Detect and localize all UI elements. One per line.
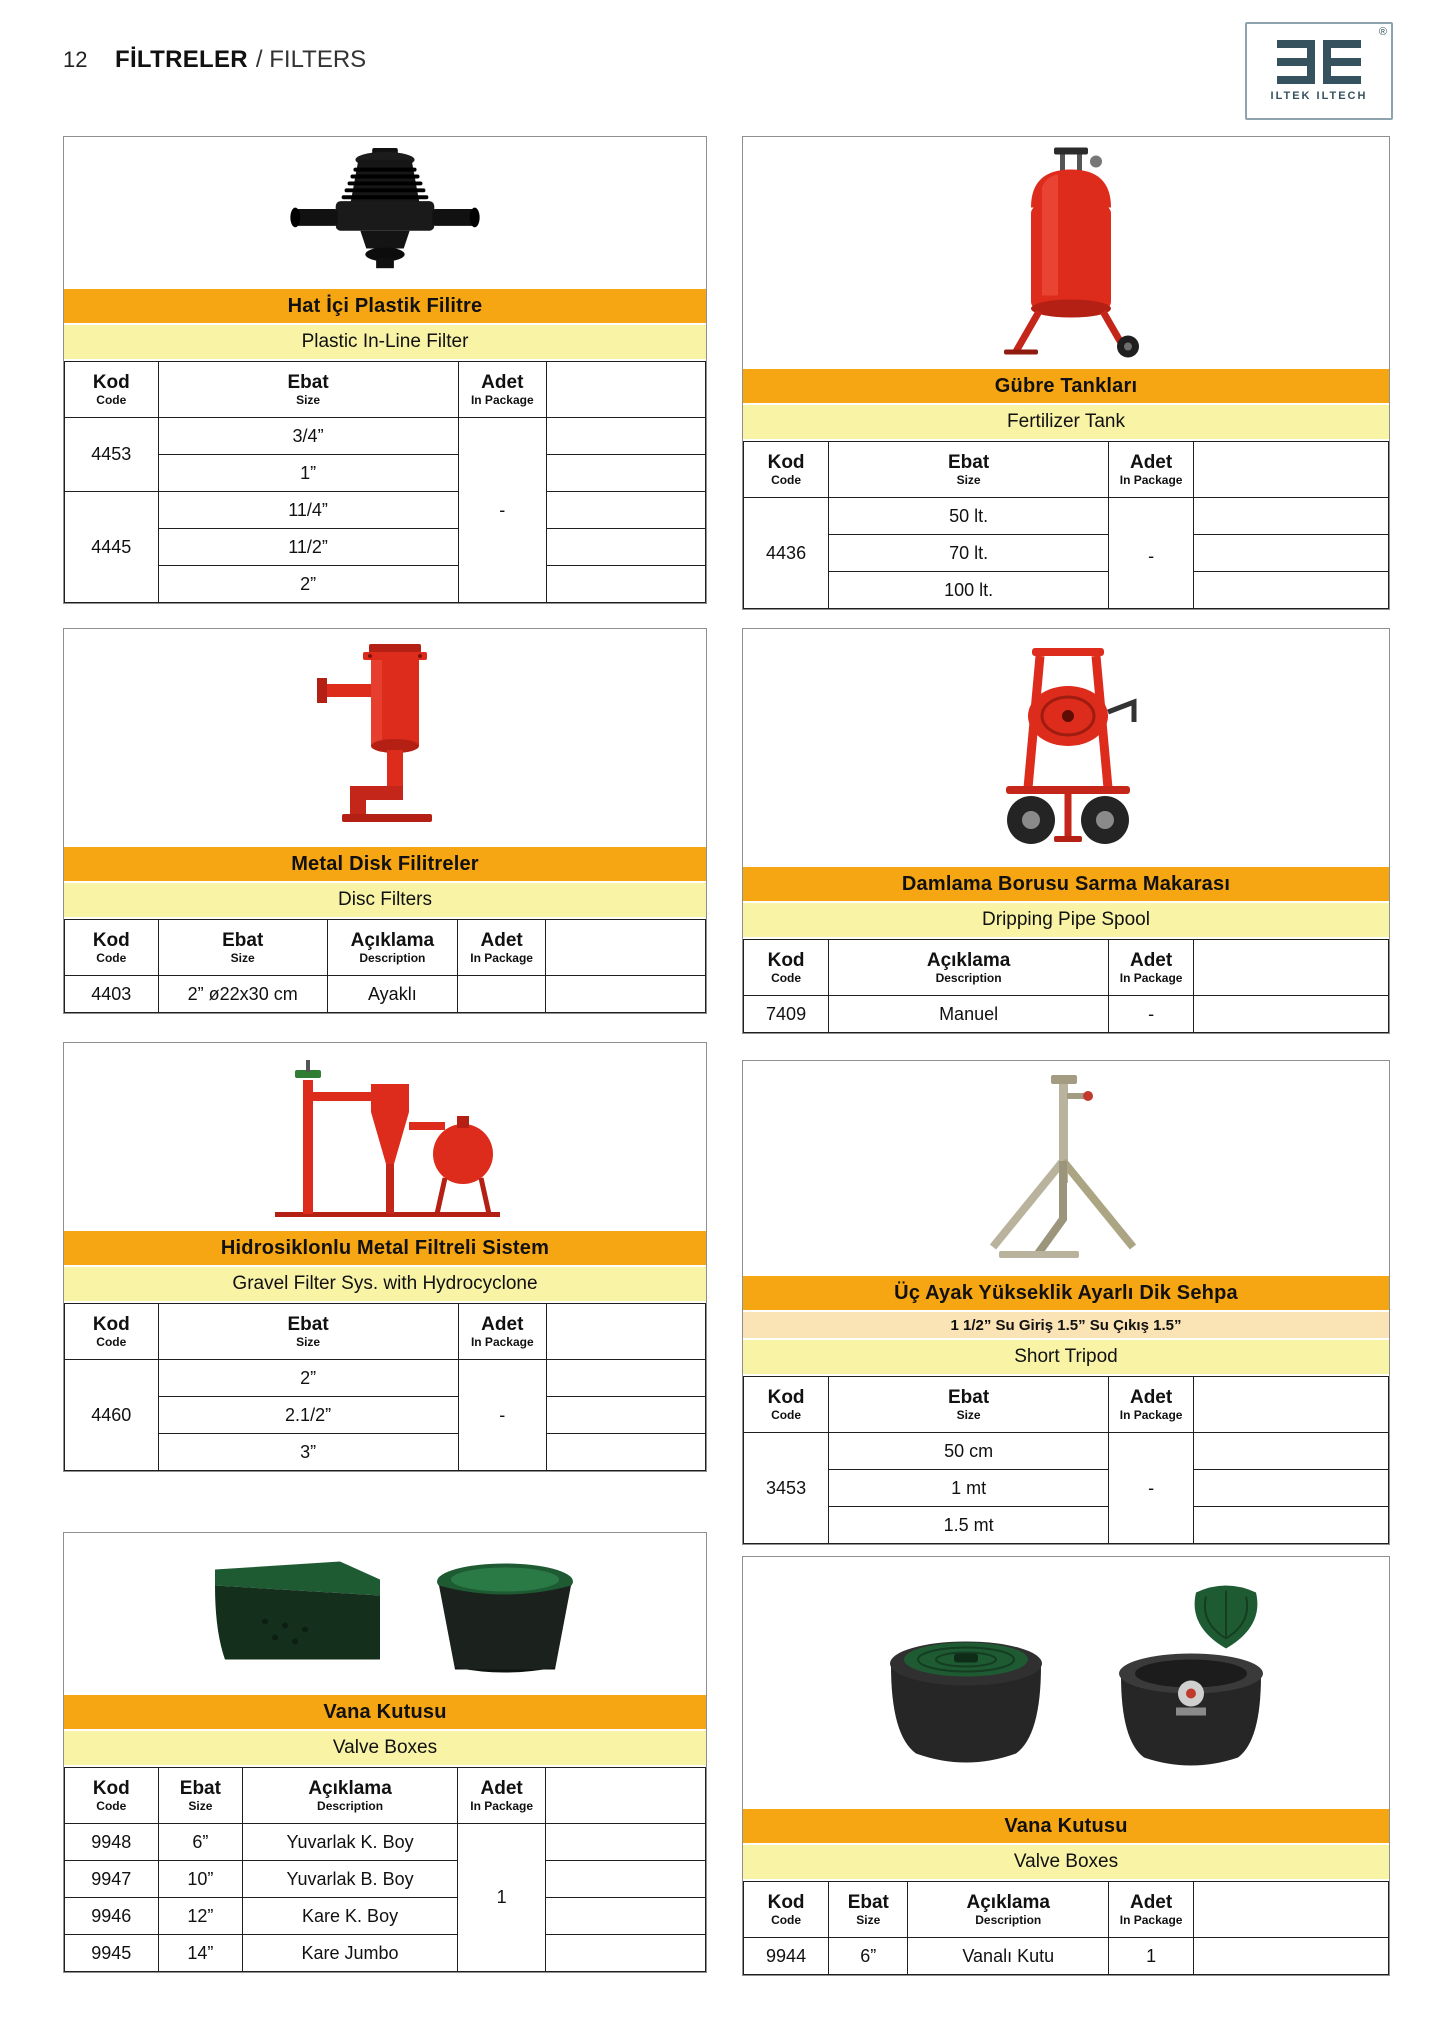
size-cell: 1.5 mt	[829, 1507, 1109, 1544]
desc-cell: Yuvarlak K. Boy	[243, 1824, 458, 1861]
size-cell: 6”	[158, 1824, 243, 1861]
header-aciklama: Açıklama Description	[327, 920, 457, 976]
product-table	[743, 1881, 1389, 1975]
product-image-round-valve-boxes	[743, 1557, 1389, 1809]
product-image-hydrocyclone-system	[64, 1043, 706, 1231]
table-row	[65, 976, 706, 1013]
header-adet: Adet In Package	[1109, 442, 1194, 498]
product-title-english: Disc Filters	[64, 883, 706, 917]
header-kod: Kod Code	[65, 1304, 159, 1360]
size-cell: 100 lt.	[829, 572, 1109, 609]
product-title-turkish: Damlama Borusu Sarma Makarası	[743, 867, 1389, 901]
header-blank	[1194, 442, 1389, 498]
kod-cell: 4445	[65, 492, 159, 603]
kod-cell: 7409	[744, 996, 829, 1033]
header-ebat: Ebat Size	[829, 442, 1109, 498]
header-aciklama: Açıklama Description	[829, 940, 1109, 996]
header-adet: Adet In Package	[1109, 1377, 1194, 1433]
desc-cell: Kare Jumbo	[243, 1935, 458, 1972]
size-cell: 2” ø22x30 cm	[158, 976, 327, 1013]
header-kod: Kod Code	[65, 920, 159, 976]
product-image-disc-filter	[64, 629, 706, 847]
header-kod: Kod Code	[744, 1882, 829, 1938]
table-row	[744, 1938, 1389, 1975]
table-row	[65, 1861, 706, 1898]
header-ebat: Ebat Size	[158, 1768, 243, 1824]
product-title-turkish: Vana Kutusu	[64, 1695, 706, 1729]
kod-cell: 9945	[65, 1935, 159, 1972]
card-short-tripod	[742, 1060, 1390, 1545]
product-title-english: Plastic In-Line Filter	[64, 325, 706, 359]
round-valve-boxes-illustration	[836, 1569, 1296, 1797]
adet-cell: -	[1109, 1433, 1194, 1544]
empty-cell	[1194, 1470, 1389, 1507]
adet-cell: -	[458, 418, 546, 603]
product-image-plastic-inline-filter	[64, 137, 706, 289]
product-title-english: Fertilizer Tank	[743, 405, 1389, 439]
logo-text: ILTEK ILTECH	[1270, 90, 1368, 102]
header-adet: Adet In Package	[458, 362, 546, 418]
product-table	[743, 441, 1389, 609]
table-row	[65, 529, 706, 566]
product-title-turkish: Hidrosiklonlu Metal Filtreli Sistem	[64, 1231, 706, 1265]
header-ebat: Ebat Size	[158, 362, 458, 418]
size-cell: 50 cm	[829, 1433, 1109, 1470]
header-kod: Kod Code	[744, 442, 829, 498]
page-title-turkish: FİLTRELER	[115, 46, 248, 73]
size-cell: 70 lt.	[829, 535, 1109, 572]
product-title-turkish: Hat İçi Plastik Filitre	[64, 289, 706, 323]
header-blank	[547, 1304, 706, 1360]
desc-cell: Yuvarlak B. Boy	[243, 1861, 458, 1898]
empty-cell	[1194, 1433, 1389, 1470]
empty-cell	[547, 1434, 706, 1471]
empty-cell	[1194, 1938, 1389, 1975]
size-cell: 2”	[158, 1360, 458, 1397]
desc-cell: Kare K. Boy	[243, 1898, 458, 1935]
empty-cell	[547, 529, 706, 566]
header-blank	[546, 920, 706, 976]
pipe-spool-illustration	[936, 636, 1196, 860]
product-spec-line: 1 1/2” Su Giriş 1.5” Su Çıkış 1.5”	[743, 1312, 1389, 1338]
size-cell: 50 lt.	[829, 498, 1109, 535]
empty-cell	[547, 455, 706, 492]
empty-cell	[547, 1360, 706, 1397]
table-row	[65, 1824, 706, 1861]
table-row	[744, 535, 1389, 572]
table-row	[65, 1434, 706, 1471]
card-fertilizer-tank	[742, 136, 1390, 610]
empty-cell	[546, 1824, 706, 1861]
table-row	[65, 1397, 706, 1434]
size-cell: 3”	[158, 1434, 458, 1471]
product-table	[64, 1767, 706, 1972]
desc-cell: Ayaklı	[327, 976, 457, 1013]
adet-cell	[457, 976, 545, 1013]
header-ebat: Ebat Size	[158, 920, 327, 976]
table-row	[744, 572, 1389, 609]
empty-cell	[1194, 535, 1389, 572]
product-title-turkish: Gübre Tankları	[743, 369, 1389, 403]
hydrocyclone-illustration	[245, 1050, 525, 1224]
kod-cell: 4403	[65, 976, 159, 1013]
disc-filter-illustration	[270, 636, 500, 840]
adet-cell: 1	[457, 1824, 545, 1972]
empty-cell	[547, 492, 706, 529]
table-row	[65, 492, 706, 529]
size-cell: 1”	[158, 455, 458, 492]
kod-cell: 9944	[744, 1938, 829, 1975]
header-adet: Adet In Package	[1109, 1882, 1194, 1938]
product-title-english: Dripping Pipe Spool	[743, 903, 1389, 937]
product-table	[743, 1376, 1389, 1544]
empty-cell	[1194, 498, 1389, 535]
page-title-english: / FILTERS	[255, 46, 367, 73]
product-table	[64, 361, 706, 603]
size-cell: 11/4”	[158, 492, 458, 529]
table-row	[744, 996, 1389, 1033]
product-table	[743, 939, 1389, 1033]
page-number: 12	[63, 47, 88, 72]
product-image-pipe-spool	[743, 629, 1389, 867]
size-cell: 2”	[158, 566, 458, 603]
kod-cell: 4453	[65, 418, 159, 492]
table-row	[744, 498, 1389, 535]
table-row	[744, 1507, 1389, 1544]
kod-cell: 4460	[65, 1360, 159, 1471]
size-cell: 1 mt	[829, 1470, 1109, 1507]
product-title-english: Gravel Filter Sys. with Hydrocyclone	[64, 1267, 706, 1301]
card-valve-boxes-left	[63, 1532, 707, 1973]
table-row	[744, 1470, 1389, 1507]
header-blank	[1194, 1882, 1389, 1938]
product-title-english: Valve Boxes	[64, 1731, 706, 1765]
table-row	[744, 1433, 1389, 1470]
product-table	[64, 1303, 706, 1471]
table-row	[65, 1935, 706, 1972]
table-row	[65, 455, 706, 492]
header-kod: Kod Code	[744, 940, 829, 996]
kod-cell: 4436	[744, 498, 829, 609]
kod-cell: 9946	[65, 1898, 159, 1935]
header-adet: Adet In Package	[1109, 940, 1194, 996]
fertilizer-tank-illustration	[946, 144, 1186, 362]
adet-cell: -	[1109, 996, 1194, 1033]
kod-cell: 9947	[65, 1861, 159, 1898]
card-dripping-pipe-spool	[742, 628, 1390, 1034]
card-valve-boxes-right	[742, 1556, 1390, 1976]
empty-cell	[547, 418, 706, 455]
registered-trademark-icon: ®	[1378, 26, 1387, 38]
card-gravel-filter-system	[63, 1042, 707, 1472]
plastic-filter-illustration	[280, 144, 490, 282]
empty-cell	[1194, 572, 1389, 609]
header-adet: Adet In Package	[458, 1304, 546, 1360]
table-row	[65, 1360, 706, 1397]
table-row	[65, 418, 706, 455]
page-header	[63, 46, 366, 74]
desc-cell: Vanalı Kutu	[908, 1938, 1109, 1975]
card-plastic-inline-filter	[63, 136, 707, 604]
size-cell: 3/4”	[158, 418, 458, 455]
valve-boxes-illustration	[175, 1540, 595, 1688]
empty-cell	[547, 566, 706, 603]
adet-cell: 1	[1109, 1938, 1194, 1975]
size-cell: 14”	[158, 1935, 243, 1972]
product-title-english: Valve Boxes	[743, 1845, 1389, 1879]
adet-cell: -	[1109, 498, 1194, 609]
header-blank	[546, 1768, 706, 1824]
size-cell: 12”	[158, 1898, 243, 1935]
size-cell: 10”	[158, 1861, 243, 1898]
empty-cell	[546, 1861, 706, 1898]
table-row	[65, 566, 706, 603]
empty-cell	[546, 1935, 706, 1972]
table-row	[65, 1898, 706, 1935]
empty-cell	[546, 1898, 706, 1935]
product-image-tripod	[743, 1061, 1389, 1276]
product-table	[64, 919, 706, 1013]
empty-cell	[546, 976, 706, 1013]
product-title-english: Short Tripod	[743, 1340, 1389, 1374]
header-kod: Kod Code	[65, 362, 159, 418]
size-cell: 11/2”	[158, 529, 458, 566]
header-blank	[1194, 1377, 1389, 1433]
company-logo	[1245, 22, 1393, 120]
empty-cell	[547, 1397, 706, 1434]
header-ebat: Ebat Size	[158, 1304, 458, 1360]
product-title-turkish: Metal Disk Filitreler	[64, 847, 706, 881]
header-ebat: Ebat Size	[829, 1377, 1109, 1433]
header-aciklama: Açıklama Description	[243, 1768, 458, 1824]
empty-cell	[1194, 1507, 1389, 1544]
product-image-fertilizer-tank	[743, 137, 1389, 369]
desc-cell: Manuel	[829, 996, 1109, 1033]
size-cell: 2.1/2”	[158, 1397, 458, 1434]
kod-cell: 3453	[744, 1433, 829, 1544]
header-ebat: Ebat Size	[829, 1882, 908, 1938]
logo-3e-mark-icon	[1277, 40, 1361, 84]
header-kod: Kod Code	[744, 1377, 829, 1433]
adet-cell: -	[458, 1360, 546, 1471]
tripod-illustration	[941, 1067, 1191, 1271]
header-kod: Kod Code	[65, 1768, 159, 1824]
header-blank	[1194, 940, 1389, 996]
header-adet: Adet In Package	[457, 1768, 545, 1824]
header-adet: Adet In Package	[457, 920, 545, 976]
card-disc-filters	[63, 628, 707, 1014]
kod-cell: 9948	[65, 1824, 159, 1861]
product-title-turkish: Vana Kutusu	[743, 1809, 1389, 1843]
size-cell: 6”	[829, 1938, 908, 1975]
product-image-valve-boxes	[64, 1533, 706, 1695]
empty-cell	[1194, 996, 1389, 1033]
header-blank	[547, 362, 706, 418]
product-title-turkish: Üç Ayak Yükseklik Ayarlı Dik Sehpa	[743, 1276, 1389, 1310]
header-aciklama: Açıklama Description	[908, 1882, 1109, 1938]
